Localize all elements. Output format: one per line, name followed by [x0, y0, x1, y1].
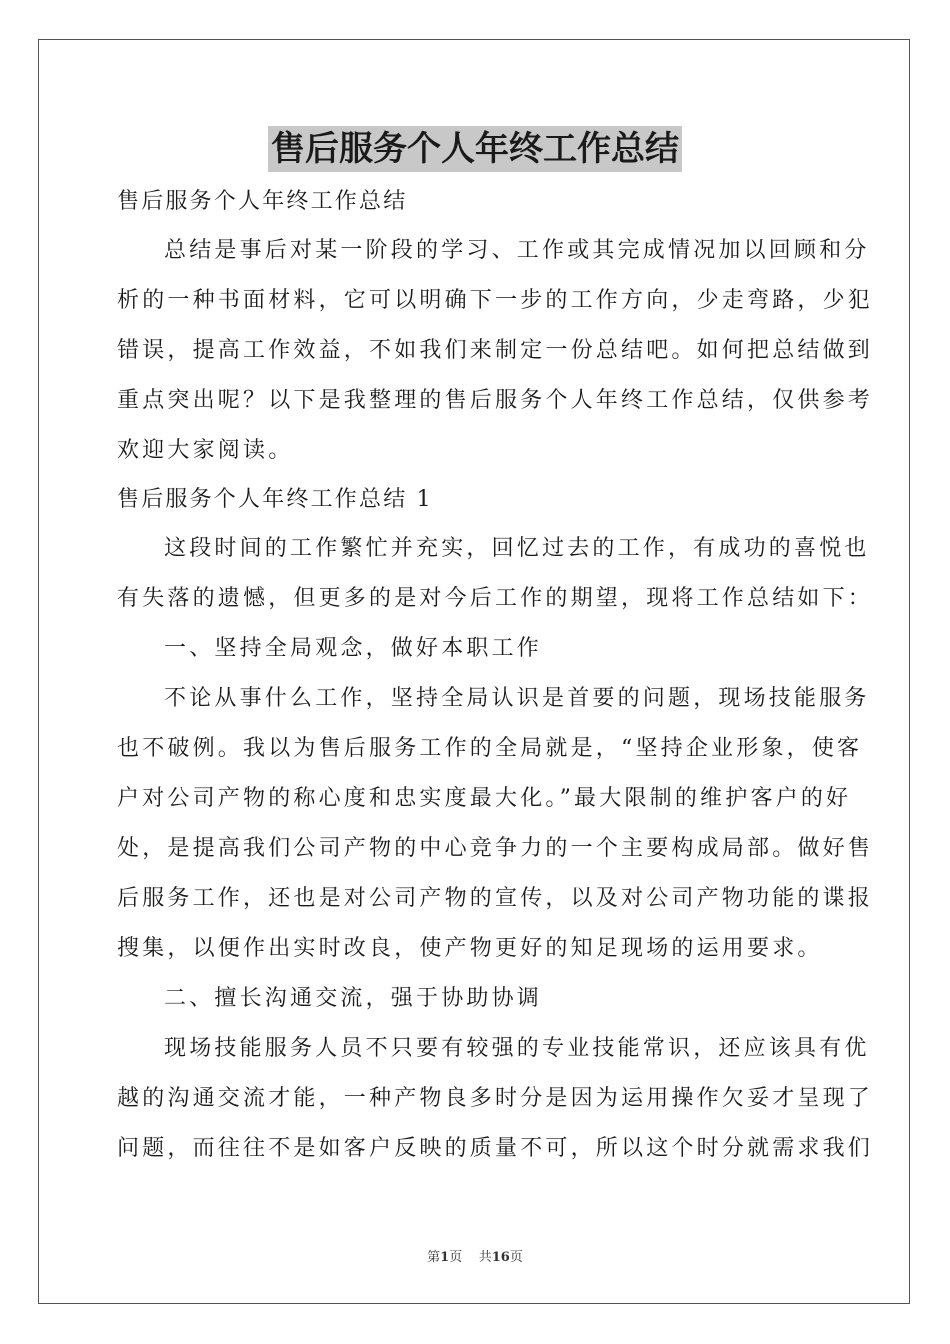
text-line: 这段时间的工作繁忙并充实，回忆过去的工作，有成功的喜悦也 — [164, 536, 870, 561]
text-line: 一、坚持全局观念，做好本职工作 — [164, 636, 543, 661]
text-line: 问题，而往往不是如客户反映的质量不可，所以这个时分就需求我们 — [117, 1136, 874, 1161]
footer-page-label: 页 — [449, 1250, 463, 1265]
text-line: 二、擅长沟通交流，强于协助协调 — [164, 986, 543, 1011]
text-line: 也不破例。我以为售后服务工作的全局就是，“坚持企业形象，使客 — [117, 736, 863, 761]
text-line: 重点突出呢？以下是我整理的售后服务个人年终工作总结，仅供参考 — [117, 388, 874, 413]
text-line: 现场技能服务人员不只要有较强的专业技能常识，还应该具有优 — [164, 1036, 870, 1061]
document-body — [117, 178, 874, 1174]
text-line: 搜集，以便作出实时改良，使产物更好的知足现场的运用要求。 — [117, 936, 823, 961]
text-line: 后服务工作，还也是对公司产物的宣传，以及对公司产物功能的谍报 — [117, 886, 874, 911]
text-line: 析的一种书面材料，它可以明确下一步的工作方向，少走弯路，少犯 — [117, 288, 874, 313]
text-line: 总结是事后对某一阶段的学习、工作或其完成情况加以回顾和分 — [164, 238, 870, 263]
text-line: 有失落的遗憾，但更多的是对今后工作的期望，现将工作总结如下： — [117, 586, 874, 611]
document-title: 售后服务个人年终工作总结 — [268, 126, 682, 172]
section-heading: 售后服务个人年终工作总结 — [117, 189, 408, 214]
footer-total-suffix: 页 — [509, 1250, 523, 1265]
text-line: 不论从事什么工作，坚持全局认识是首要的问题，现场技能服务 — [164, 686, 870, 711]
text-line: 户对公司产物的称心度和忠实度最大化。”最大限制的维护客户的好 — [117, 786, 852, 811]
section-heading: 售后服务个人年终工作总结 1 — [117, 487, 433, 512]
footer-current-page: 1 — [440, 1250, 450, 1265]
text-line: 处，是提高我们公司产物的中心竞争力的一个主要构成局部。做好售 — [117, 836, 874, 861]
text-line: 欢迎大家阅读。 — [117, 438, 294, 463]
title-container — [0, 126, 950, 172]
page-footer — [0, 1249, 950, 1267]
text-line: 越的沟通交流才能，一种产物良多时分是因为运用操作欠妥才呈现了 — [117, 1086, 874, 1111]
footer-total-pages: 16 — [491, 1250, 510, 1265]
text-line: 错误，提高工作效益，不如我们来制定一份总结吧。如何把总结做到 — [117, 338, 874, 363]
footer-page-prefix: 第 — [427, 1250, 441, 1265]
footer-total-prefix: 共 — [478, 1250, 492, 1265]
